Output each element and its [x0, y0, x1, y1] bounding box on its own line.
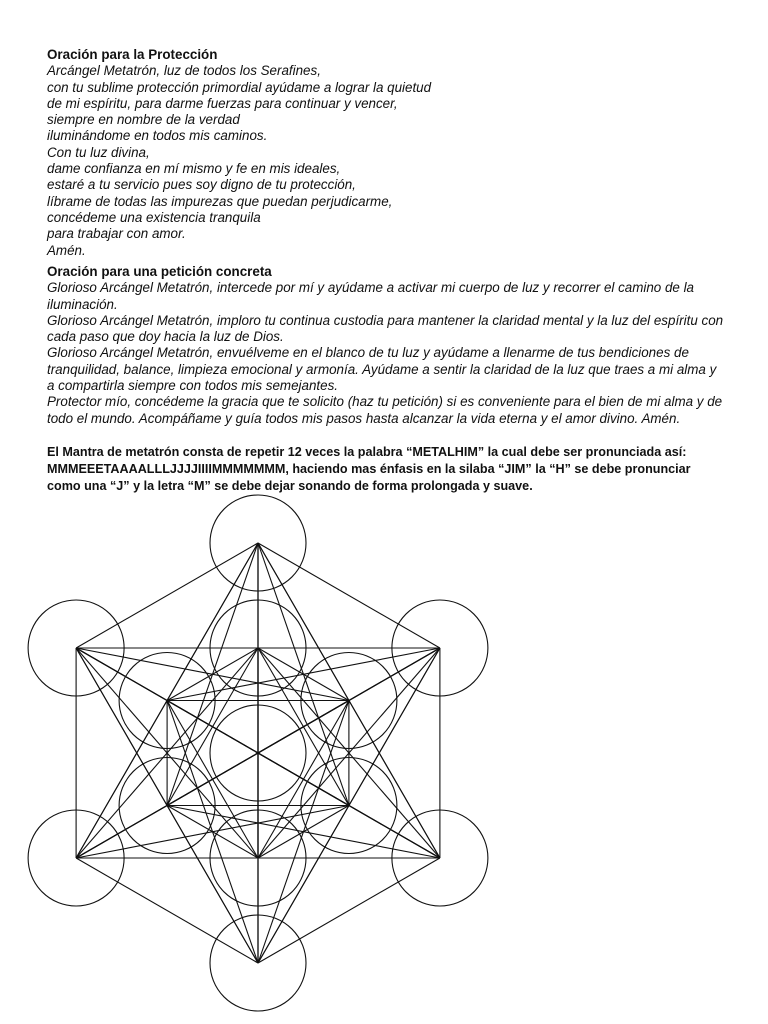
cube-line	[167, 701, 349, 806]
cube-line	[167, 701, 258, 754]
cube-line	[258, 806, 349, 964]
cube-line	[258, 648, 440, 858]
cube-line	[167, 648, 258, 701]
cube-line	[258, 648, 349, 701]
prayer-paragraph: Glorioso Arcángel Metatrón, imploro tu continua custodia para mantener la claridad mental y la luz del espíritu con cada paso que doy hacia la luz de Dios.	[47, 312, 724, 345]
cube-line	[76, 701, 349, 859]
cube-circle	[28, 810, 124, 906]
prayer-line: Amén.	[47, 242, 86, 258]
cube-circle	[210, 915, 306, 1011]
cube-circle	[392, 810, 488, 906]
cube-line	[167, 543, 258, 701]
cube-circles	[28, 495, 488, 1011]
cube-line	[76, 543, 258, 648]
cube-line	[76, 648, 167, 701]
cube-line	[167, 806, 258, 859]
prayer-line: de mi espíritu, para darme fuerzas para continuar y vencer,	[47, 95, 398, 111]
cube-line	[167, 648, 440, 701]
cube-line	[167, 806, 440, 859]
cube-circle	[28, 600, 124, 696]
cube-line	[76, 648, 440, 858]
cube-line	[349, 806, 440, 859]
prayer-protection-body	[47, 63, 727, 259]
cube-line	[76, 806, 349, 859]
cube-line	[258, 543, 440, 648]
prayer-protection-section	[47, 47, 727, 259]
cube-line	[167, 701, 440, 859]
cube-line	[167, 701, 258, 859]
cube-circle	[119, 653, 215, 749]
cube-line	[167, 648, 440, 806]
prayer-line: dame confianza en mí mismo y fe en mis ideales,	[47, 161, 341, 177]
cube-line	[258, 858, 440, 963]
cube-line	[258, 701, 349, 859]
cube-circle	[301, 758, 397, 854]
cube-line	[258, 701, 349, 964]
cube-circle	[119, 758, 215, 854]
cube-line	[258, 648, 440, 963]
cube-line	[76, 648, 258, 963]
cube-circle	[210, 495, 306, 591]
cube-line	[258, 648, 349, 806]
cube-line	[258, 543, 440, 858]
prayer-paragraph: Glorioso Arcángel Metatrón, envuélveme en el blanco de tu luz y ayúdame a llenarme de tus bendiciones de tranquilidad, balance, limpieza emocional y armonía. Ayúdame a sentir la claridad de la luz que traes a mi alma y a compartirla siempre con todos mis semejantes.	[47, 345, 717, 394]
cube-line	[258, 806, 349, 859]
cube-line	[349, 648, 440, 701]
prayer-line: con tu sublime protección primordial ayúdame a lograr la quietud	[47, 79, 432, 95]
mantra-instructions: El Mantra de metatrón consta de repetir 12 veces la palabra “METALHIM” la cual debe ser pronunciada así: MMMEEETAAAALLLJJJJIIIIMMMMMMM, haciendo mas énfasis en la silaba “JIM” la “H” se debe pronunciar como una “J” y la letra “M” se debe dejar sonando de forma prolongada y suave.	[47, 445, 691, 493]
cube-line	[258, 701, 349, 754]
cube-line	[349, 701, 440, 859]
cube-line	[76, 753, 258, 858]
cube-line	[258, 648, 440, 753]
prayer-petition-title: Oración para una petición concreta	[47, 264, 272, 279]
cube-line	[76, 806, 167, 859]
cube-line	[167, 806, 258, 964]
cube-line	[349, 648, 440, 806]
cube-circle	[210, 810, 306, 906]
cube-lines	[76, 543, 440, 963]
prayer-line: líbrame de todas las impurezas que puedan perjudicarme,	[47, 193, 393, 209]
cube-line	[258, 753, 349, 806]
cube-line	[76, 648, 258, 858]
cube-line	[167, 543, 258, 806]
prayer-line: concédeme una existencia tranquila	[47, 209, 261, 225]
prayer-line: Con tu luz divina,	[47, 144, 150, 160]
cube-line	[76, 701, 167, 859]
cube-line	[167, 701, 349, 806]
cube-line	[76, 543, 258, 858]
prayer-paragraph: Protector mío, concédeme la gracia que te solicito (haz tu petición) si es conveniente para el bien de mi alma y de todo el mundo. Acompáñame y guía todos mis pasos hasta alcanzar la vida eterna y el amor divino. Amén.	[47, 394, 723, 426]
cube-line	[258, 753, 440, 858]
cube-circle	[301, 653, 397, 749]
cube-line	[76, 648, 349, 806]
cube-line	[76, 648, 440, 858]
prayer-paragraph: Glorioso Arcángel Metatrón, intercede por mí y ayúdame a activar mi cuerpo de luz y recorrer el camino de la iluminación.	[47, 280, 695, 312]
prayer-line: iluminándome en todos mis caminos.	[47, 128, 268, 144]
prayer-protection-title: Oración para la Protección	[47, 47, 218, 62]
cube-circle	[210, 600, 306, 696]
cube-circle	[210, 705, 306, 801]
cube-line	[258, 543, 349, 806]
cube-circle	[392, 600, 488, 696]
prayer-petition-section	[47, 264, 727, 427]
cube-line	[258, 648, 440, 858]
prayer-line: para trabajar con amor.	[47, 226, 186, 242]
cube-line	[167, 648, 258, 806]
cube-line	[76, 648, 349, 701]
cube-line	[76, 648, 258, 858]
cube-line	[76, 648, 167, 806]
prayer-line: Arcángel Metatrón, luz de todos los Serafines,	[47, 63, 321, 79]
cube-line	[167, 753, 258, 806]
cube-line	[258, 543, 349, 701]
prayer-line: estaré a tu servicio pues soy digno de tu protección,	[47, 177, 356, 193]
cube-line	[76, 858, 258, 963]
cube-line	[76, 648, 258, 753]
prayer-line: siempre en nombre de la verdad	[47, 112, 240, 128]
cube-line	[167, 701, 258, 964]
